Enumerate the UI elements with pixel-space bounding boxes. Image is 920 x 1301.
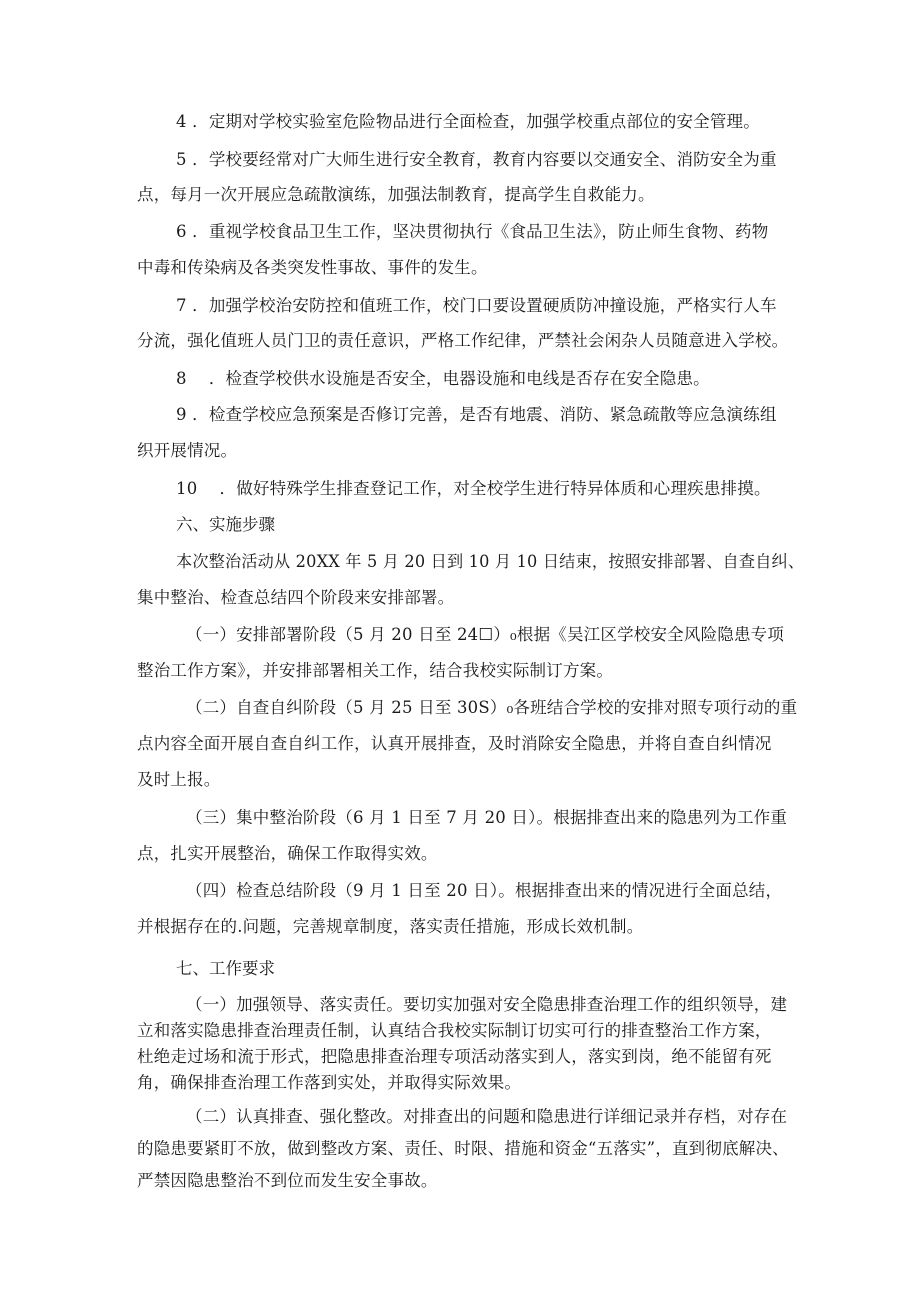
steps-intro-line-2: 集中整治、检查总结四个阶段来安排部署。 bbox=[137, 588, 455, 607]
step-4-line-1: （四）检查总结阶段（9 月 1 日至 20 日）。根据排查出来的情况进行全面总结， bbox=[186, 881, 783, 900]
section-heading-implementation: 六、实施步骤 bbox=[176, 515, 275, 534]
step-3-line-2: 点，扎实开展整治，确保工作取得实效。 bbox=[137, 844, 438, 863]
steps-intro-line-1: 本次整治活动从 20XX 年 5 月 20 日到 10 月 10 日结束，按照安排部署、自查自纠、 bbox=[176, 552, 805, 571]
item-5-line-1: 5 ．学校要经常对广大师生进行安全教育，教育内容要以交通安全、消防安全为重 bbox=[176, 150, 777, 169]
req-1-line-1: （一）加强领导、落实责任。要切实加强对安全隐患排查治理工作的组织领导，建 bbox=[186, 995, 788, 1014]
item-10-line-1: 10 ．做好特殊学生排查登记工作，对全校学生进行特异体质和心理疾患排摸。 bbox=[176, 479, 771, 498]
item-5-line-2: 点，每月一次开展应急疏散演练，加强法制教育，提高学生自救能力。 bbox=[137, 185, 655, 204]
item-6-line-1: 6 ．重视学校食品卫生工作，坚决贯彻执行《食品卫生法》，防止师生食物、药物 bbox=[176, 222, 769, 241]
item-7-line-1: 7 ．加强学校治安防控和值班工作，校门口要设置硬质防冲撞设施，严格实行人车 bbox=[176, 296, 777, 315]
item-6-line-2: 中毒和传染病及各类突发性事故、事件的发生。 bbox=[137, 258, 488, 277]
step-1-line-2: 整治工作方案》，并安排部署相关工作，结合我校实际制订方案。 bbox=[137, 661, 614, 680]
req-2-line-3: 严禁因隐患整治不到位而发生安全事故。 bbox=[137, 1171, 438, 1190]
step-2-line-1: （二）自查自纠阶段（5 月 25 日至 30S）₀各班结合学校的安排对照专项行动的重 bbox=[186, 698, 798, 717]
section-heading-requirements: 七、工作要求 bbox=[176, 959, 275, 978]
item-7-line-2: 分流，强化值班人员门卫的责任意识，严格工作纪律，严禁社会闲杂人员随意进入学校。 bbox=[137, 331, 789, 350]
item-9-line-1: 9 ．检查学校应急预案是否修订完善，是否有地震、消防、紧急疏散等应急演练组 bbox=[176, 405, 777, 424]
step-2-line-2: 点内容全面开展自查自纠工作，认真开展排查，及时消除安全隐患，并将自查自纠情况 bbox=[137, 734, 772, 753]
req-2-line-1: （二）认真排查、强化整改。对排查出的问题和隐患进行详细记录并存档，对存在 bbox=[186, 1107, 788, 1126]
step-1-line-1: （一）安排部署阶段（5 月 20 日至 24☐）₀根据《吴江区学校安全风险隐患专项 bbox=[186, 625, 785, 644]
step-2-line-3: 及时上报。 bbox=[137, 770, 221, 789]
step-3-line-1: （三）集中整治阶段（6 月 1 日至 7 月 20 日）。根据排查出来的隐患列为工作重 bbox=[186, 808, 788, 827]
req-2-line-2: 的隐患要紧盯不放，做到整改方案、责任、时限、措施和资金“五落实”，直到彻底解决、 bbox=[137, 1139, 789, 1158]
req-1-line-3: 杜绝走过场和流于形式，把隐患排查治理专项活动落实到人，落实到岗，绝不能留有死 bbox=[137, 1047, 772, 1066]
item-8-line-1: 8 ．检查学校供水设施是否安全，电器设施和电线是否存在安全隐患。 bbox=[176, 369, 710, 388]
item-9-line-2: 织开展情况。 bbox=[137, 441, 238, 460]
req-1-line-2: 立和落实隐患排查治理责任制，认真结合我校实际制订切实可行的排查整治工作方案， bbox=[137, 1021, 772, 1040]
item-4-line-1: 4 ．定期对学校实验室危险物品进行全面检查，加强学校重点部位的安全管理。 bbox=[176, 112, 760, 131]
req-1-line-4: 角，确保排查治理工作落到实处，并取得实际效果。 bbox=[137, 1073, 522, 1092]
step-4-line-2: 并根据存在的.问题，完善规章制度，落实责任措施，形成长效机制。 bbox=[137, 917, 644, 936]
